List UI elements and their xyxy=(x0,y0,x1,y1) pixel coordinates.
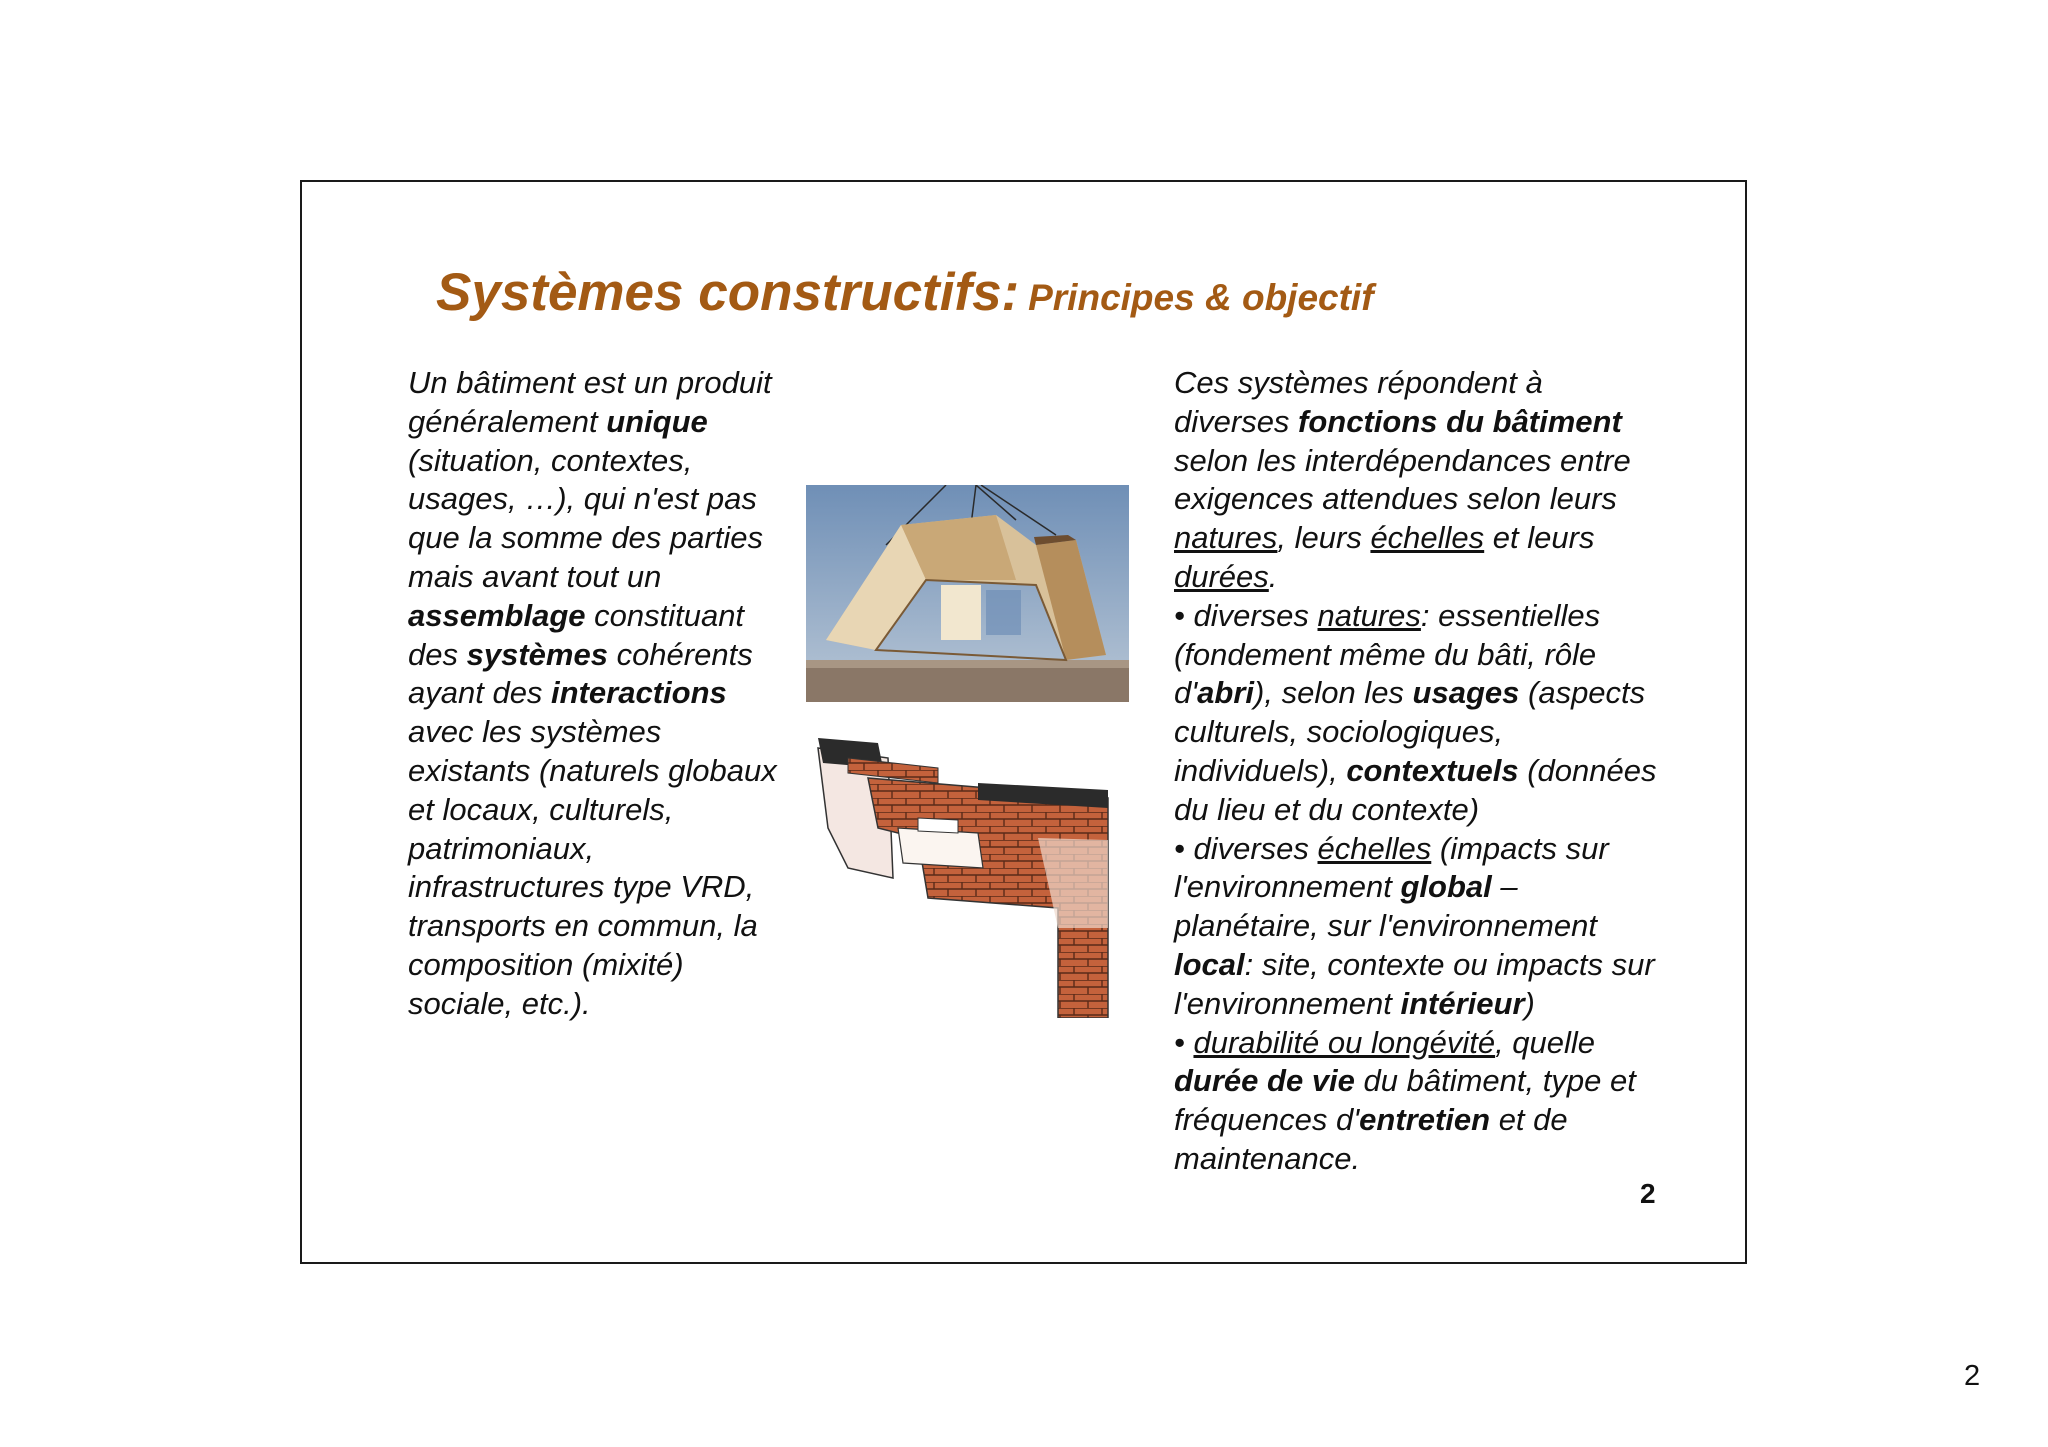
right-text-line: • diverses natures: essentielles xyxy=(1174,597,1601,633)
right-text-line: d'abri), selon les usages (aspects xyxy=(1174,675,1646,711)
brick-wall-cutaway-illustration xyxy=(808,728,1128,1018)
right-text-line: diverses fonctions du bâtiment xyxy=(1174,403,1622,439)
slide-title-main: Systèmes constructifs: xyxy=(436,263,1020,322)
right-text-line: • diverses échelles (impacts sur xyxy=(1174,830,1609,866)
left-text-line: généralement unique xyxy=(408,403,708,439)
right-text-line: local: site, contexte ou impacts sur xyxy=(1174,946,1655,982)
left-text-line: existants (naturels globaux xyxy=(408,752,777,788)
left-text-line: (situation, contextes, xyxy=(408,442,693,478)
right-text-line: durée de vie du bâtiment, type et xyxy=(1174,1063,1636,1099)
right-text-line: individuels), contextuels (données xyxy=(1174,752,1657,788)
left-text-line: composition (mixité) xyxy=(408,946,684,982)
left-text-line: usages, …), qui n'est pas xyxy=(408,481,757,517)
right-text-line: selon les interdépendances entre xyxy=(1174,442,1631,478)
left-text-line: avec les systèmes xyxy=(408,714,662,750)
left-text-line: Un bâtiment est un produit xyxy=(408,365,772,400)
right-text-line: l'environnement global – xyxy=(1174,869,1518,905)
right-text-line: natures, leurs échelles et leurs xyxy=(1174,520,1595,556)
left-text-line: sociale, etc.). xyxy=(408,985,591,1021)
right-text-line: du lieu et du contexte) xyxy=(1174,791,1480,827)
prefab-roof-crane-photo xyxy=(806,485,1129,702)
left-text-line: que la somme des parties xyxy=(408,520,763,556)
slide-title-sub: Principes & objectif xyxy=(1028,277,1374,318)
right-text-line: planétaire, sur l'environnement xyxy=(1174,908,1597,944)
right-text-line: Ces systèmes répondent à xyxy=(1174,365,1543,400)
left-text-column xyxy=(408,364,808,1024)
right-text-line: maintenance. xyxy=(1174,1140,1361,1176)
page-number: 2 xyxy=(1964,1360,1981,1392)
right-text-line: culturels, sociologiques, xyxy=(1174,714,1504,750)
left-text-line: des systèmes cohérents xyxy=(408,636,753,672)
right-text-line: exigences attendues selon leurs xyxy=(1174,481,1617,517)
left-text-line: ayant des interactions xyxy=(408,675,727,711)
right-text-line: fréquences d'entretien et de xyxy=(1174,1102,1568,1138)
left-text-line: mais avant tout un xyxy=(408,558,662,594)
right-text-line: (fondement même du bâti, rôle xyxy=(1174,636,1597,672)
right-text-line: durées. xyxy=(1174,558,1278,594)
right-text-line: l'environnement intérieur) xyxy=(1174,985,1535,1021)
left-text-line: assemblage constituant xyxy=(408,597,745,633)
left-text-line: infrastructures type VRD, xyxy=(408,869,755,905)
slide-title xyxy=(436,262,1374,323)
right-text-column xyxy=(1174,364,1694,1179)
left-text-line: et locaux, culturels, xyxy=(408,791,674,827)
slide-number: 2 xyxy=(1640,1178,1656,1209)
left-text-line: patrimoniaux, xyxy=(408,830,595,866)
left-text-line: transports en commun, la xyxy=(408,908,758,944)
right-text-line: • durabilité ou longévité, quelle xyxy=(1174,1024,1596,1060)
